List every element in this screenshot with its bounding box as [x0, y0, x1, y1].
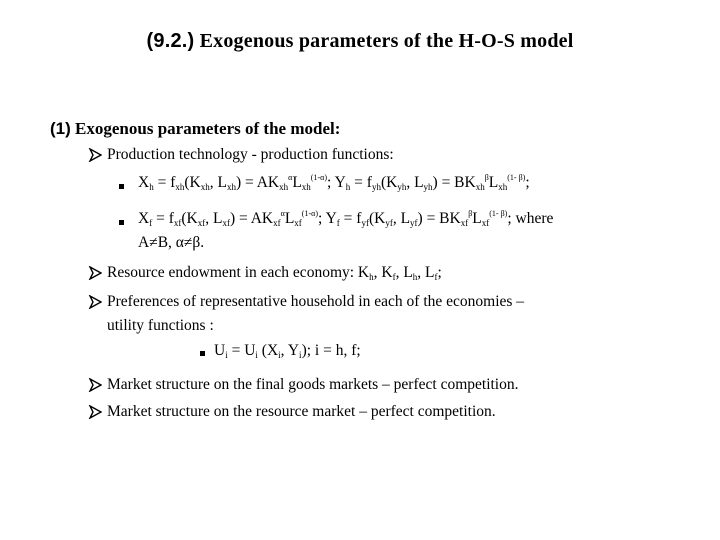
bullet-preferences-line1: Preferences of representative household in each of the economies – [107, 293, 525, 310]
formula-utility: $U_i = U_i$ ($X_i$, $Y_i$); i = h, f; [214, 342, 361, 360]
arrow-bullet-icon [88, 148, 102, 162]
bullet-market-resource: Market structure on the resource market – perfect competition. [107, 403, 496, 420]
arrow-bullet-icon [88, 295, 102, 309]
arrow-bullet-icon [88, 378, 102, 392]
square-bullet-icon [119, 184, 124, 189]
bullet-resource-endowment-label: Resource endowment in each economy: K [107, 264, 370, 281]
formula-foreign-cont: A≠B, α≠β. [138, 234, 205, 251]
bullet-preferences-line2: utility functions : [107, 317, 214, 334]
bullet-production-technology: Production technology - production functions: [107, 146, 394, 163]
slide-title-text: Exogenous parameters of the H-O-S model [199, 30, 574, 52]
arrow-bullet-icon [88, 266, 102, 280]
section-heading [50, 119, 340, 139]
section-heading-text: Exogenous parameters of the model: [75, 119, 341, 138]
square-bullet-icon [200, 351, 205, 356]
formula-home: $X_h = f_{xh}(K_{xh}$, $L_{xh}) = AK_{xh}^\alpha L_{xh}^{(1-\alpha)}$; $Y_h = f_{yh}(K_{yh}$, $L_{yh}) = BK_{xh}^\beta L_{xh}^{(1- \beta)}$; [138, 173, 530, 192]
slide-title [0, 30, 720, 53]
formula-foreign: $X_f = f_{xf}(K_{xf}$, $L_{xf}) = AK_{xf}^\alpha L_{xf}^{(1-\alpha)}$; $Y_f = f_{yf}(K_{yf}$, $L_{yf}) = BK_{xf}^\beta L_{xf}^{(1- \beta)}$; where [138, 209, 554, 228]
square-bullet-icon [119, 220, 124, 225]
slide-title-number: (9.2.) [146, 30, 195, 52]
section-heading-number: (1) [50, 119, 71, 138]
bullet-resource-endowment: Resource endowment in each economy: $K_h$, $K_f$, $L_h$, $L_f$; [107, 264, 442, 282]
bullet-market-final-goods: Market structure on the final goods markets – perfect competition. [107, 376, 519, 393]
arrow-bullet-icon [88, 405, 102, 419]
